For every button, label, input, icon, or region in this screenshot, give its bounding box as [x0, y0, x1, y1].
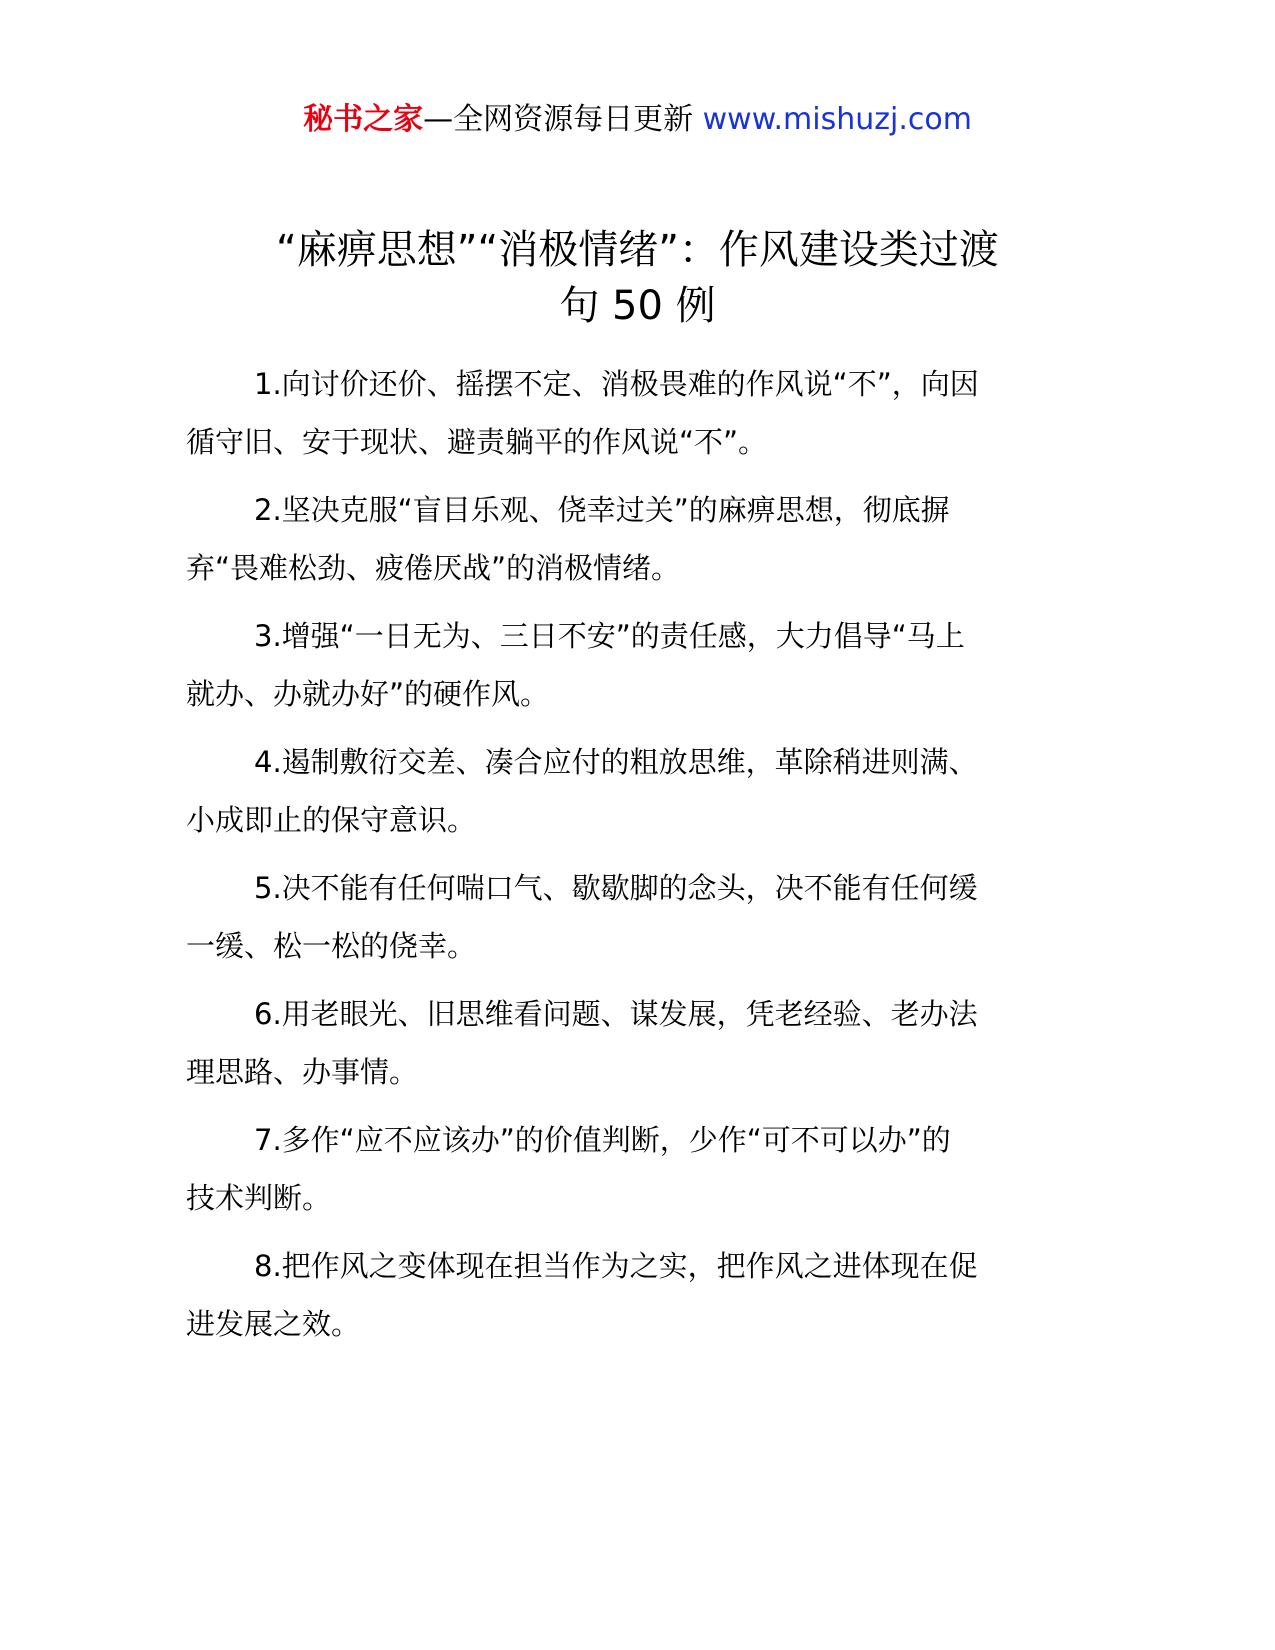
list-item: [186, 481, 1089, 597]
item-line-1: 7.多作“应不应该办”的价值判断，少作“可不可以办”的: [254, 1123, 951, 1157]
item-line-1: 8.把作风之变体现在担当作为之实，把作风之进体现在促: [254, 1249, 978, 1283]
brand-name: 秘书之家: [303, 102, 424, 137]
item-line-1: 2.坚决克服“盲目乐观、侥幸过关”的麻痹思想，彻底摒: [254, 493, 950, 527]
list-item: [186, 985, 1089, 1101]
item-line-2: 理思路、办事情。: [186, 1055, 419, 1089]
item-line-1: 3.增强“一日无为、三日不安”的责任感，大力倡导“马上: [254, 619, 965, 653]
list-item: [186, 859, 1089, 975]
document-body: [186, 355, 1089, 1363]
item-line-2: 技术判断。: [186, 1181, 332, 1215]
item-line-1: 5.决不能有任何喘口气、歇歇脚的念头，决不能有任何缓: [254, 871, 978, 905]
list-item: [186, 1237, 1089, 1353]
title-line-1: “麻痹思想”“消极情绪”：作风建设类过渡: [276, 227, 999, 273]
item-line-1: 4.遏制敷衍交差、凑合应付的粗放思维，革除稍进则满、: [254, 745, 978, 779]
list-item: [186, 607, 1089, 723]
title-line-2: 句 50 例: [559, 283, 716, 329]
item-line-2: 进发展之效。: [186, 1307, 361, 1341]
item-line-2: 一缓、松一松的侥幸。: [186, 929, 477, 963]
item-line-2: 小成即止的保守意识。: [186, 803, 477, 837]
item-line-2: 弃“畏难松劲、疲倦厌战”的消极情绪。: [186, 551, 681, 585]
item-line-2: 就办、办就办好”的硬作风。: [186, 677, 550, 711]
item-line-1: 1.向讨价还价、摇摆不定、消极畏难的作风说“不”，向因: [254, 367, 979, 401]
list-item: [186, 1111, 1089, 1227]
site-url-link[interactable]: www.mishuzj.com: [702, 102, 972, 137]
site-tagline: —全网资源每日更新: [423, 102, 703, 137]
item-line-1: 6.用老眼光、旧思维看问题、谋发展，凭老经验、老办法: [254, 997, 978, 1031]
list-item: [186, 355, 1089, 471]
site-header: [0, 100, 1275, 140]
list-item: [186, 733, 1089, 849]
item-line-2: 循守旧、安于现状、避责躺平的作风说“不”。: [186, 425, 768, 459]
document-title: [185, 222, 1090, 334]
